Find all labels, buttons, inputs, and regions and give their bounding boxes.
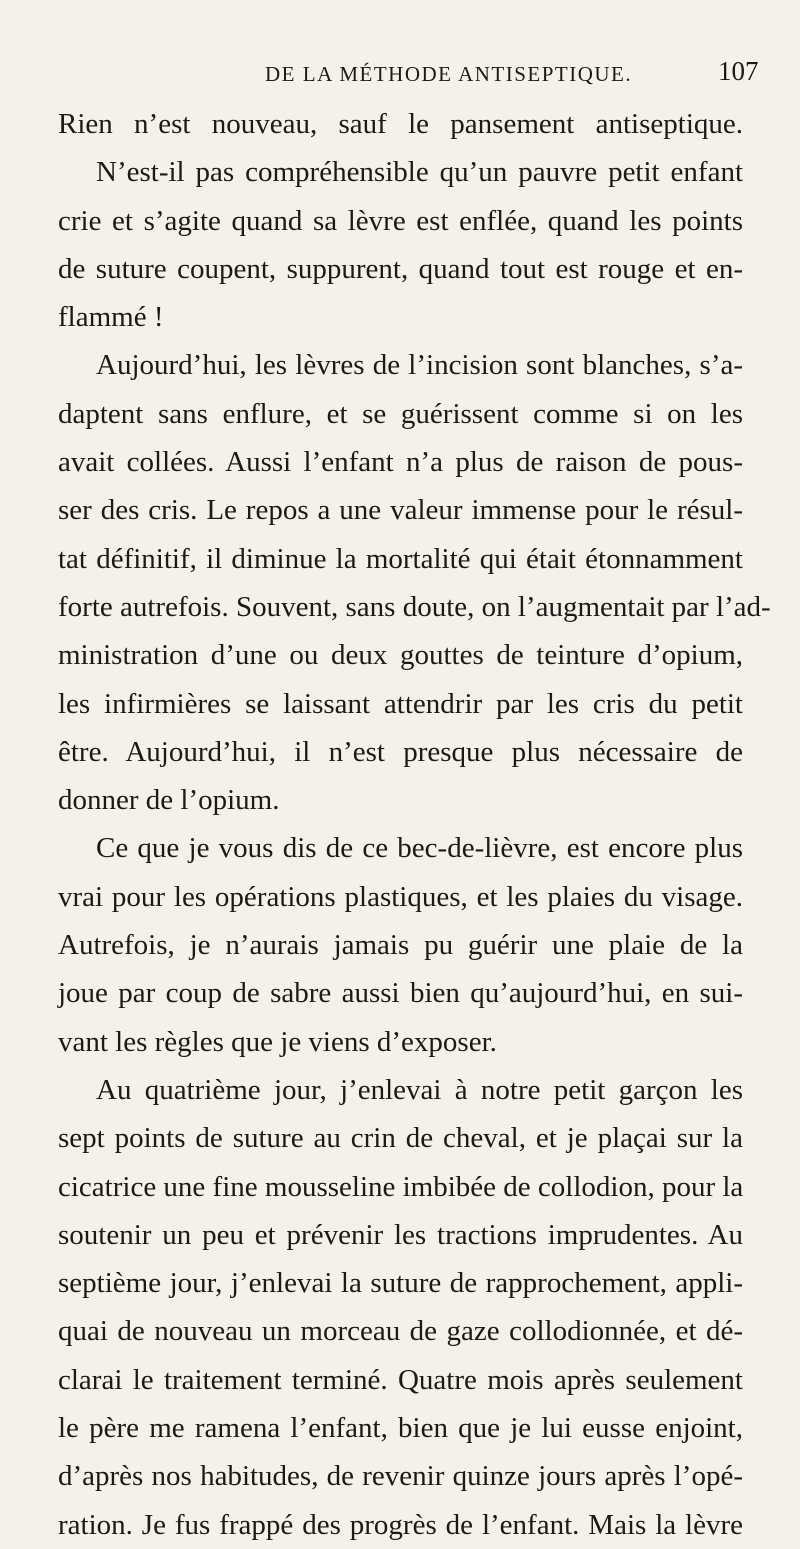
text-line: tat définitif, il diminue la mortalité qui était étonnamment (58, 542, 743, 575)
text-line: avait collées. Aussi l’enfant n’a plus de raison de pous- (58, 446, 743, 479)
text-line: sept points de suture au crin de cheval, et je plaçai sur la (58, 1122, 743, 1155)
text-line: flammé ! (58, 301, 164, 334)
text-line: d’après nos habitudes, de revenir quinze jours après l’opé- (58, 1460, 743, 1493)
text-line: Ce que je vous dis de ce bec-de-lièvre, est encore plus (96, 832, 743, 865)
text-line: forte autrefois. Souvent, sans doute, on l’augmentait par l’ad- (58, 590, 771, 623)
page-number: 107 (718, 56, 759, 86)
text-line: clarai le traitement terminé. Quatre mois après seulement (58, 1363, 743, 1396)
text-line: quai de nouveau un morceau de gaze collodionnée, et dé- (58, 1315, 743, 1348)
body-text (58, 100, 771, 1549)
text-line: les infirmières se laissant attendrir par les cris du petit (58, 687, 743, 720)
text-line: Rien n’est nouveau, sauf le pansement antiseptique. (58, 108, 743, 140)
text-line: donner de l’opium. (58, 784, 280, 817)
text-line: vrai pour les opérations plastiques, et les plaies du visage. (58, 880, 743, 913)
text-line: vant les règles que je viens d’exposer. (58, 1025, 497, 1058)
text-line: être. Aujourd’hui, il n’est presque plus nécessaire de (58, 735, 743, 768)
text-line: crie et s’agite quand sa lèvre est enflée, quand les points (58, 204, 743, 237)
text-line: ration. Je fus frappé des progrès de l’enfant. Mais la lèvre (58, 1508, 743, 1541)
text-line: cicatrice une fine mousseline imbibée de collodion, pour la (58, 1170, 744, 1203)
text-line: septième jour, j’enlevai la suture de rapprochement, appli- (58, 1267, 743, 1300)
text-line: soutenir un peu et prévenir les tractions imprudentes. Au (58, 1218, 743, 1251)
text-line: le père me ramena l’enfant, bien que je lui eusse enjoint, (58, 1412, 743, 1445)
page-header (0, 56, 800, 96)
text-line: de suture coupent, suppurent, quand tout est rouge et en- (58, 252, 743, 285)
text-line: ser des cris. Le repos a une valeur immense pour le résul- (58, 494, 743, 527)
text-line: joue par coup de sabre aussi bien qu’aujourd’hui, en sui- (58, 977, 743, 1010)
text-line: daptent sans enflure, et se guérissent comme si on les (58, 397, 743, 430)
text-line: N’est-il pas compréhensible qu’un pauvre petit enfant (96, 156, 743, 189)
text-line: ministration d’une ou deux gouttes de teinture d’opium, (58, 639, 743, 672)
running-head: DE LA MÉTHODE ANTISEPTIQUE. (265, 62, 633, 86)
text-line: Autrefois, je n’aurais jamais pu guérir une plaie de la (58, 929, 743, 962)
text-line: Aujourd’hui, les lèvres de l’incision sont blanches, s’a- (96, 349, 743, 382)
text-line: Au quatrième jour, j’enlevai à notre petit garçon les (96, 1073, 743, 1106)
